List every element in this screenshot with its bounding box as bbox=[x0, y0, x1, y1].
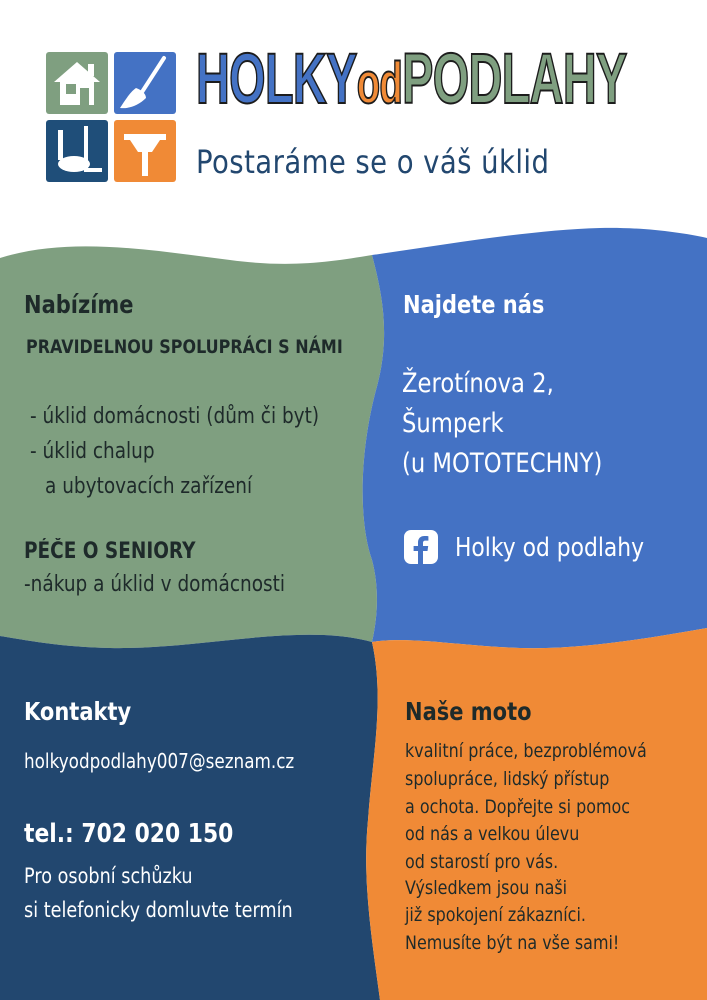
email-link[interactable]: holkyodpodlahy007@seznam.cz bbox=[24, 749, 295, 773]
brand-name bbox=[196, 40, 627, 119]
seniors-heading: PÉČE O SENIORY bbox=[24, 539, 196, 564]
address-line: Žerotínova 2, bbox=[402, 368, 554, 399]
motto-line: od nás a velkou úlevu bbox=[405, 823, 580, 845]
motto-line: spolupráce, lidský přístup bbox=[405, 768, 610, 790]
motto-line: Nemusíte být na vše sami! bbox=[405, 932, 620, 954]
tagline: Postaráme se o váš úklid bbox=[196, 143, 550, 181]
phone-number[interactable]: tel.: 702 020 150 bbox=[24, 819, 234, 849]
motto-line: kvalitní práce, bezproblémová bbox=[405, 740, 647, 762]
logo bbox=[46, 52, 176, 182]
vacuum-icon bbox=[46, 120, 108, 182]
address-line: (u MOTOTECHNY) bbox=[402, 448, 603, 479]
motto-line: Výsledkem jsou naši bbox=[405, 877, 568, 899]
motto-heading: Naše moto bbox=[405, 697, 532, 726]
offer-item: a ubytovacích zařízení bbox=[45, 474, 253, 499]
offer-item: - úklid chalup bbox=[30, 439, 155, 464]
address-line: Šumperk bbox=[402, 408, 504, 439]
brand-part-od: od bbox=[356, 51, 403, 116]
offer-item: - úklid domácnosti (dům či byt) bbox=[30, 404, 320, 429]
contact-note-line: Pro osobní schůzku bbox=[24, 864, 193, 888]
contacts-heading: Kontakty bbox=[24, 697, 132, 726]
brand-part-podlahy: PODLAHY bbox=[402, 40, 627, 119]
location-heading: Najdete nás bbox=[403, 290, 545, 319]
seniors-text: -nákup a úklid v domácnosti bbox=[24, 572, 286, 597]
motto-line: již spokojení zákazníci. bbox=[405, 904, 586, 926]
brand-part-holky: HOLKY bbox=[196, 40, 357, 119]
contact-note-line: si telefonicky domluvte termín bbox=[24, 898, 293, 922]
motto-line: a ochota. Dopřejte si pomoc bbox=[405, 796, 631, 818]
offer-heading: Nabízíme bbox=[24, 290, 134, 319]
motto-line: od starostí pro vás. bbox=[405, 851, 559, 873]
offer-subheading: PRAVIDELNOU SPOLUPRÁCI S NÁMI bbox=[26, 336, 343, 358]
facebook-link[interactable]: Holky od podlahy bbox=[455, 533, 645, 563]
navy-panel bbox=[0, 635, 380, 1000]
broom-icon bbox=[114, 52, 176, 114]
house-icon bbox=[46, 52, 108, 114]
squeegee-icon bbox=[114, 120, 176, 182]
facebook-icon[interactable] bbox=[404, 530, 438, 564]
